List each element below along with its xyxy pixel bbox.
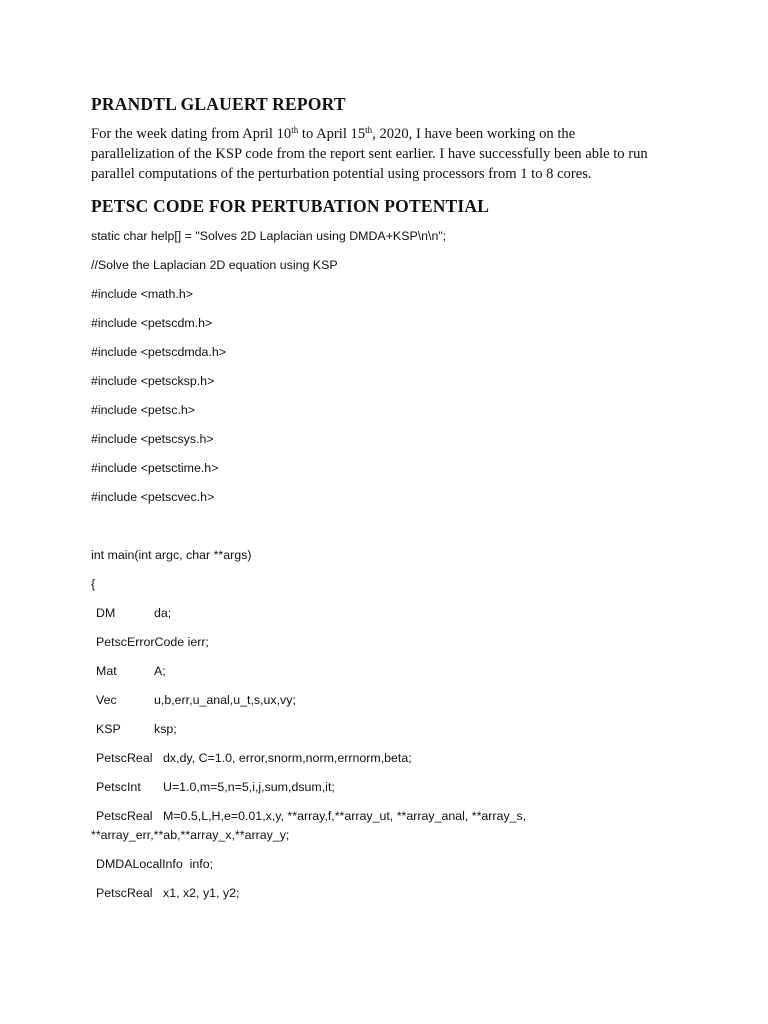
code-include: #include <petscdm.h> — [91, 316, 213, 330]
code-type: DM — [96, 606, 116, 620]
code-include: #include <petsc.h> — [91, 403, 196, 417]
code-help-line: static char help[] = "Solves 2D Laplacian using DMDA+KSP\n\n"; — [91, 229, 447, 243]
code-vars: A; — [154, 664, 166, 678]
code-include: #include <petscvec.h> — [91, 490, 215, 504]
code-vars: U=1.0,m=5,n=5,i,j,sum,dsum,it; — [163, 780, 335, 794]
code-open-brace: { — [91, 577, 96, 591]
code-main-signature: int main(int argc, char **args) — [91, 548, 252, 562]
code-vars: dx,dy, C=1.0, error,snorm,norm,errnorm,beta; — [163, 751, 412, 765]
intro-text: to April 15 — [298, 126, 366, 142]
code-vars: da; — [154, 606, 172, 620]
code-vars: x1, x2, y1, y2; — [163, 886, 240, 900]
superscript: th — [365, 125, 373, 135]
intro-text: , 2020, I have been working on the — [372, 126, 576, 142]
code-decl-info: DMDALocalInfo info; — [96, 857, 214, 871]
code-type: Vec — [96, 693, 117, 707]
intro-line-3: parallel computations of the perturbation potential using processors from 1 to 8 cores. — [91, 166, 592, 182]
code-type: PetscReal — [96, 809, 153, 823]
code-include: #include <petsctime.h> — [91, 461, 219, 475]
code-type: PetscReal — [96, 886, 153, 900]
report-title: PRANDTL GLAUERT REPORT — [91, 94, 346, 114]
code-decl-ksp — [96, 721, 177, 737]
code-decl-real — [96, 750, 412, 766]
code-type: KSP — [96, 722, 121, 736]
code-include: #include <petscsys.h> — [91, 432, 214, 446]
code-type: PetscReal — [96, 751, 153, 765]
intro-line-2: parallelization of the KSP code from the report sent earlier. I have successfully been able to run — [91, 146, 648, 162]
code-decl-dm — [96, 605, 171, 621]
code-decl-real-arrays — [96, 808, 526, 824]
code-type: Mat — [96, 664, 117, 678]
section-title: PETSC CODE FOR PERTUBATION POTENTIAL — [91, 196, 490, 216]
code-include: #include <math.h> — [91, 287, 193, 301]
code-decl-coords — [96, 885, 239, 901]
code-comment: //Solve the Laplacian 2D equation using KSP — [91, 258, 338, 272]
code-type: PetscInt — [96, 780, 141, 794]
code-decl-continuation: **array_err,**ab,**array_x,**array_y; — [91, 828, 290, 842]
code-decl-error: PetscErrorCode ierr; — [96, 635, 209, 649]
code-vars: u,b,err,u_anal,u_t,s,ux,vy; — [154, 693, 296, 707]
intro-line-1 — [91, 124, 711, 144]
code-decl-mat — [96, 663, 166, 679]
code-vars: M=0.5,L,H,e=0.01,x,y, **array,f,**array_ut, **array_anal, **array_s, — [163, 809, 527, 823]
code-include: #include <petscksp.h> — [91, 374, 215, 388]
superscript: th — [291, 125, 299, 135]
code-vars: ksp; — [154, 722, 177, 736]
code-decl-vec — [96, 692, 296, 708]
intro-paragraph — [91, 124, 711, 184]
code-decl-int — [96, 779, 335, 795]
intro-text: For the week dating from April 10 — [91, 126, 292, 142]
code-include: #include <petscdmda.h> — [91, 345, 227, 359]
